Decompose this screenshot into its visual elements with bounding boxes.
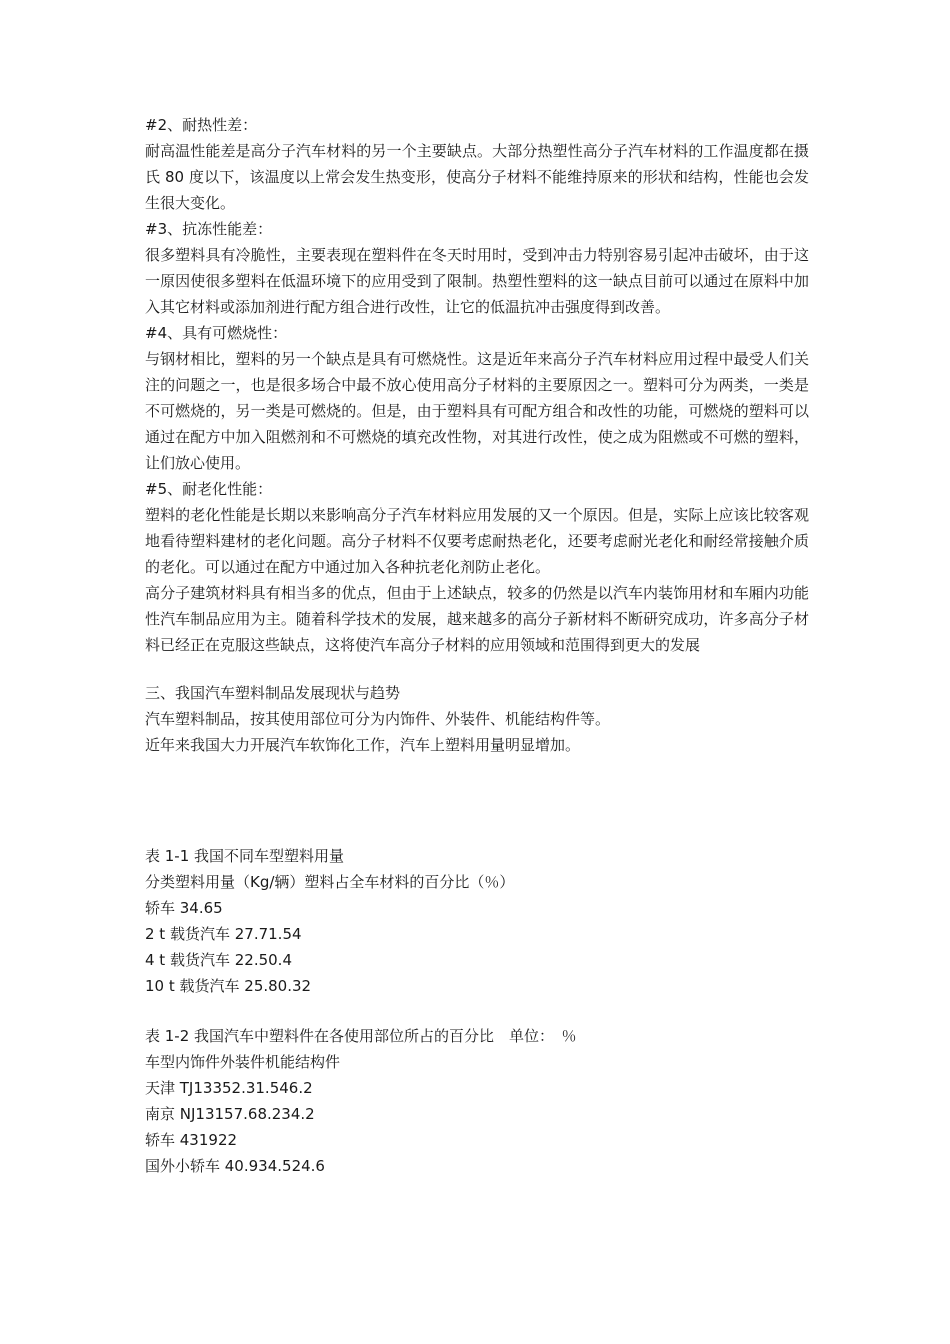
section-3-body: 很多塑料具有冷脆性，主要表现在塑料件在冬天时用时，受到冲击力特别容易引起冲击破坏，由于这一原因使很多塑料在低温环境下的应用受到了限制。热塑性塑料的这一缺点目前可以通过在原料中加入其它材料或添加剂进行配方组合进行改性，让它的低温抗冲击强度得到改善。 [145, 246, 809, 316]
summary-paragraph: 高分子建筑材料具有相当多的优点，但由于上述缺点，较多的仍然是以汽车内装饰用材和车厢内功能性汽车制品应用为主。随着科学技术的发展，越来越多的高分子新材料不断研究成功，许多高分子材料已经正在克服这些缺点，这将使汽车高分子材料的应用领域和范围得到更大的发展 [145, 584, 809, 654]
table-2 [145, 1023, 809, 1179]
section-2-body: 耐高温性能差是高分子汽车材料的另一个主要缺点。大部分热塑性高分子汽车材料的工作温度都在摄氏 80 度以下，该温度以上常会发生热变形，使高分子材料不能维持原来的形状和结构，性能也会发生很大变化。 [145, 142, 809, 212]
table-row: 国外小轿车 40.934.524.6 [145, 1157, 325, 1175]
part-3-title: 三、我国汽车塑料制品发展现状与趋势 [145, 684, 401, 702]
section-2-heading: #2、耐热性差： [145, 116, 258, 134]
section-5-body: 塑料的老化性能是长期以来影响高分子汽车材料应用发展的又一个原因。但是，实际上应该比较客观地看待塑料建材的老化问题。高分子材料不仅要考虑耐热老化，还要考虑耐光老化和耐经常接触介质的老化。可以通过在配方中通过加入各种抗老化剂防止老化。 [145, 506, 809, 576]
table-1-caption: 表 1-1 我国不同车型塑料用量 [145, 847, 345, 865]
table-row: 天津 TJ13352.31.546.2 [145, 1079, 313, 1097]
section-3-heading: #3、抗冻性能差： [145, 220, 273, 238]
table-2-header: 车型内饰件外装件机能结构件 [145, 1053, 341, 1071]
table-1-header: 分类塑料用量（Kg/辆）塑料占全车材料的百分比（％） [145, 873, 515, 891]
table-row: 轿车 34.65 [145, 899, 223, 917]
section-4-body: 与钢材相比，塑料的另一个缺点是具有可燃烧性。这是近年来高分子汽车材料应用过程中最受人们关注的问题之一，也是很多场合中最不放心使用高分子材料的主要原因之一。塑料可分为两类，一类是不可燃烧的，另一类是可燃烧的。但是，由于塑料具有可配方组合和改性的功能，可燃烧的塑料可以通过在配方中加入阻燃剂和不可燃烧的填充改性物，对其进行改性，使之成为阻燃或不可燃的塑料，让们放心使用。 [145, 350, 809, 472]
table-row: 2 t 载货汽车 27.71.54 [145, 925, 302, 943]
document-page [145, 112, 809, 1179]
part-3-line-1: 汽车塑料制品，按其使用部位可分为内饰件、外装件、机能结构件等。 [145, 710, 611, 728]
table-row: 10 t 载货汽车 25.80.32 [145, 977, 312, 995]
table-2-caption: 表 1-2 我国汽车中塑料件在各使用部位所占的百分比 单位： ％ [145, 1027, 577, 1045]
part-3-line-2: 近年来我国大力开展汽车软饰化工作，汽车上塑料用量明显增加。 [145, 736, 581, 754]
table-row: 4 t 载货汽车 22.50.4 [145, 951, 292, 969]
section-4-heading: #4、具有可燃烧性： [145, 324, 288, 342]
section-5-heading: #5、耐老化性能： [145, 480, 273, 498]
table-1 [145, 843, 809, 999]
table-row: 南京 NJ13157.68.234.2 [145, 1105, 315, 1123]
table-row: 轿车 431922 [145, 1131, 238, 1149]
